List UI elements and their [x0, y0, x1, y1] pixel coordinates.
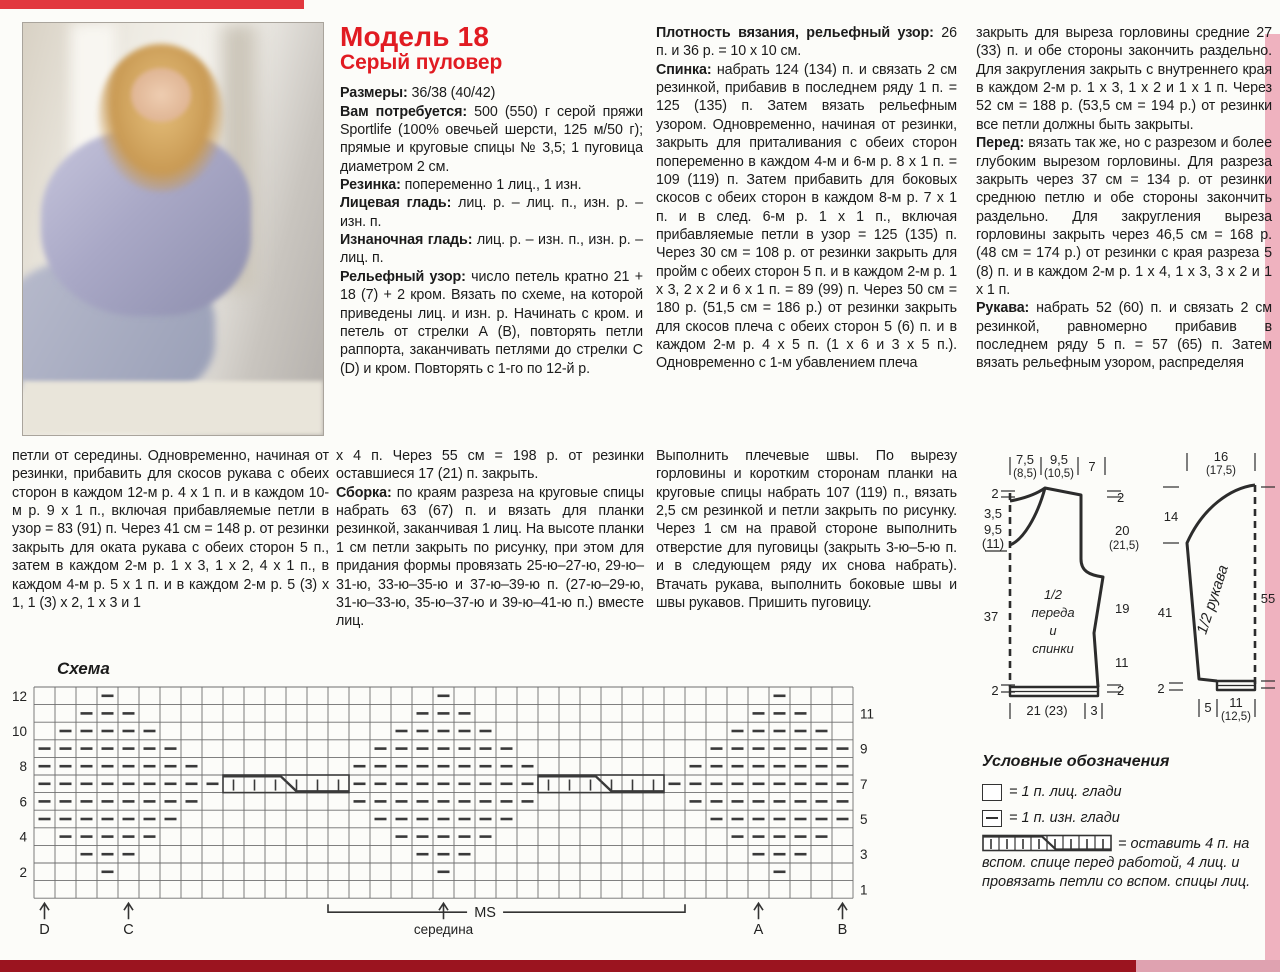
- svg-text:MS: MS: [474, 905, 496, 922]
- legend-item-cable: = оставить 4 п. на вспом. спице перед работой, 4 лиц. и провязать петли со вспом. спицы лиц.: [982, 836, 1251, 891]
- model-photo: [22, 22, 324, 436]
- pattern-subtitle: Серый пуловер: [340, 51, 503, 75]
- svg-text:9,5: 9,5: [983, 522, 1003, 537]
- column-instructions-2: [976, 24, 1272, 373]
- sleeve-end-paragraph: х 4 п. Через 55 см = 198 р. от резинки оставшиеся 17 (21) п. закрыть.: [336, 448, 644, 483]
- svg-text:переда: переда: [1031, 605, 1075, 620]
- garment-schematics: [965, 441, 1280, 746]
- svg-text:и: и: [1049, 623, 1057, 638]
- assembly-paragraph: Сборка: по краям разреза на круговые спицы набрать 63 (67) п. и вязать для планки резинкой, заканчивая 1 лиц. На высоте планки 1 см петли закрыть по рисунку, при этом для придания формы провязать 25-ю–27-ю, 29-ю–31-ю, 33-ю–35-ю и 37-ю–39-ю п. (27-ю–29-ю, 31-ю–33-ю, 35-ю–37-ю и 39-ю–41-ю п.) вместе лиц.: [336, 484, 644, 630]
- svg-text:9,5: 9,5: [1049, 452, 1069, 467]
- svg-text:1/2 рукава: 1/2 рукава: [1193, 562, 1232, 637]
- svg-text:7: 7: [860, 776, 868, 792]
- svg-text:4: 4: [19, 829, 27, 845]
- column-finishing: [656, 447, 957, 612]
- svg-text:3,5: 3,5: [983, 506, 1003, 521]
- svg-text:(8,5): (8,5): [1013, 468, 1037, 480]
- svg-text:3: 3: [1090, 703, 1098, 718]
- spec-rib: Резинка: попеременно 1 лиц., 1 изн.: [340, 177, 582, 194]
- svg-text:2: 2: [991, 486, 999, 501]
- gauge-paragraph: Плотность вязания, рельефный узор: 26 п. и 36 р. = 10 х 10 см.: [656, 25, 957, 60]
- svg-text:37: 37: [983, 609, 999, 624]
- spec-stockinette: Лицевая гладь: лиц. р. – лиц. п., изн. р. – изн. п.: [340, 195, 643, 230]
- bottom-red-bar: [0, 960, 1136, 972]
- svg-text:16: 16: [1213, 449, 1229, 464]
- svg-text:5: 5: [1204, 700, 1212, 715]
- bottom-pink-bar: [1136, 960, 1280, 972]
- svg-text:спинки: спинки: [1032, 641, 1074, 656]
- schematic-sleeve: [1157, 449, 1275, 723]
- svg-text:1/2: 1/2: [1043, 587, 1063, 602]
- svg-text:11: 11: [860, 706, 875, 722]
- spec-reverse-stockinette: Изнаночная гладь: лиц. р. – изн. п., изн. р. – лиц. п.: [340, 232, 643, 267]
- symbol-legend: [982, 752, 1274, 894]
- svg-text:55: 55: [1260, 591, 1276, 606]
- legend-item-purl: = 1 п. изн. глади: [982, 809, 1274, 828]
- svg-text:19: 19: [1115, 601, 1130, 616]
- neckline-paragraph: закрыть для выреза горловины средние 27 (33) п. и обе стороны закончить раздельно. Для закругления закрыть с внутреннего края в каждом 2-м р. 1 х 3, 1 х 2 и 1 х 1 п. Через 52 см = 188 р. (53,5 см = 194 р.) от резинки все петли должны быть закрыты.: [976, 25, 1272, 133]
- finishing-paragraph: Выполнить плечевые швы. По вырезу горловины и коротким сторонам планки на круговые спицы набрать 107 (119) п., вязать 2,5 см резинкой и петли закрыть по рисунку. Через 1 см на правой стороне выполнить отверстие для пуговицы (закрыть 3-ю–5-ю п. и в следующем ряду их снова набрать). Втачать рукава, выполнить боковые швы и швы рукавов. Пришить пуговицу.: [656, 448, 957, 611]
- svg-text:14: 14: [1163, 509, 1179, 524]
- svg-text:B: B: [837, 922, 848, 939]
- back-paragraph: Спинка: набрать 124 (134) п. и связать 2 см резинкой, прибавив в последнем ряду 1 п. = 125 (135) п. Затем вязать рельефным узором. Одновременно, начиная от резинки, закрыть для приталивания с обеих сторон попеременно в каждом 4-м и 6-м р. 8 х 1 п. = 109 (119) п. Затем прибавить для боковых скосов с обеих сторон в каждом 8-м р. 7 х 1 п. и в след. 6-м р. 1 х 1 п., включая прибавляемые петли в узор = 125 (135) п. Через 30 см = 108 р. от резинки закрыть для пройм с обеих сторон 5 п. и в каждом 2-м р. 1 х 3, 2 х 2 и 6 х 1 п. = 89 (99) п. Через 50 см = 180 р. (51,5 см = 186 р.) от резинки закрыть для скосов плеча с обеих сторон 5 (6) п. и в каждом 2-м р. 4 х 5 п. (1 х 6 и 3 х 5 п.). Одновременно с 1-м убавлением плеча: [656, 61, 957, 372]
- schematic-body: [982, 452, 1139, 719]
- svg-text:8: 8: [19, 759, 27, 775]
- svg-text:(12,5): (12,5): [1220, 711, 1252, 723]
- svg-text:(17,5): (17,5): [1205, 465, 1237, 477]
- spec-relief-pattern: Рельефный узор: число петель кратно 21 + 18 (7) + 2 кром. Вязать по схеме, на которой приведены лиц. и изн. р. Начинать с кром. и петель от стрелки А (В), повторять петли раппорта, заканчивать петлями до стрелки С (D) и кром. Повторять с 1-го по 12-й р.: [340, 268, 643, 377]
- knit-square-icon: [982, 784, 1002, 801]
- svg-text:7: 7: [1088, 459, 1096, 474]
- column-sleeve-continuation: [12, 447, 329, 612]
- svg-text:3: 3: [860, 847, 868, 863]
- sleeve-shaping-paragraph: петли от середины. Одновременно, начиная от резинки, прибавить для скосов рукава с обеих сторон в каждом 12-м р. 4 х 1 п. и в каждом 10-м р. 9 х 1 п., включая прибавляемые петли в узор = 83 (91) п. Через 41 см = 148 р. от резинки закрыть для оката рукава с обеих сторон 5 п., затем в каждом 2-м р. 1 х 3, 1 х 2, 4 х 1 п., в каждом 4-м р. 5 х 1 п. и в каждом 2-м р. 5 (3) х 1, 1 (3) х 2, 1 х 3 и 1: [12, 448, 329, 611]
- front-paragraph: Перед: вязать так же, но с разрезом и более глубоким вырезом горловины. Для разреза закрыть через 37 см = 134 р. от резинки среднюю петлю и обе стороны закончить раздельно. Для закругления выреза горловины закрыть через 46,5 см = 168 р. (48 см = 174 р.) от резинки с края разреза 5 (8) п. и в каждом 2-м р. 1 х 4, 1 х 3, 3 х 2 и 1 х 1 п.: [976, 135, 1273, 299]
- legend-title: Условные обозначения: [982, 753, 1170, 770]
- photo-ledge: [23, 381, 323, 435]
- svg-text:12: 12: [12, 688, 27, 704]
- svg-text:11: 11: [1115, 655, 1129, 670]
- pattern-title: Модель 18: [340, 21, 490, 52]
- svg-text:20: 20: [1115, 523, 1130, 538]
- spec-sizes: Размеры: 36/38 (40/42): [340, 85, 496, 102]
- column-assembly: [336, 447, 644, 631]
- cable-symbol-icon: [982, 834, 1114, 852]
- svg-text:6: 6: [19, 794, 27, 810]
- svg-text:7,5: 7,5: [1015, 452, 1035, 467]
- sleeves-paragraph: Рукава: набрать 52 (60) п. и связать 2 см резинкой, равномерно прибавив в последнем ряду 5 п. = 57 (65) п. Затем вязать рельефным узором, распределяя: [976, 300, 1272, 372]
- svg-text:2: 2: [991, 683, 999, 698]
- svg-text:2: 2: [19, 864, 27, 880]
- spec-materials: Вам потребуется: 500 (550) г серой пряжи Sportlife (100% овечьей шерсти, 125 м/50 г); прямые и круговые спицы № 3,5; 1 пуговица диаметром 2 см.: [340, 103, 643, 175]
- column-instructions-1: [656, 24, 957, 373]
- svg-text:2: 2: [1117, 683, 1125, 698]
- svg-text:C: C: [123, 922, 134, 939]
- svg-text:11: 11: [1229, 695, 1243, 710]
- svg-text:2: 2: [1117, 490, 1125, 505]
- svg-text:середина: середина: [413, 922, 474, 938]
- knitting-chart-section: [12, 659, 902, 944]
- legend-item-knit: = 1 п. лиц. глади: [982, 783, 1274, 802]
- chart-title: Схема: [57, 659, 110, 678]
- svg-text:5: 5: [860, 812, 868, 827]
- svg-text:10: 10: [12, 724, 27, 739]
- svg-text:2: 2: [1157, 681, 1165, 696]
- svg-text:(10,5): (10,5): [1043, 468, 1075, 480]
- svg-text:9: 9: [860, 741, 868, 757]
- photo-face: [131, 68, 191, 122]
- purl-square-icon: [982, 810, 1002, 827]
- svg-text:41: 41: [1157, 605, 1173, 620]
- svg-text:A: A: [753, 922, 764, 939]
- column-specs: [340, 22, 643, 378]
- svg-text:1: 1: [860, 882, 868, 898]
- top-red-strip: [0, 0, 304, 9]
- svg-text:D: D: [39, 922, 50, 939]
- svg-text:(21,5): (21,5): [1109, 540, 1140, 552]
- svg-text:21 (23): 21 (23): [1026, 703, 1068, 718]
- svg-text:(11): (11): [981, 536, 1005, 551]
- knitting-chart: [12, 681, 892, 939]
